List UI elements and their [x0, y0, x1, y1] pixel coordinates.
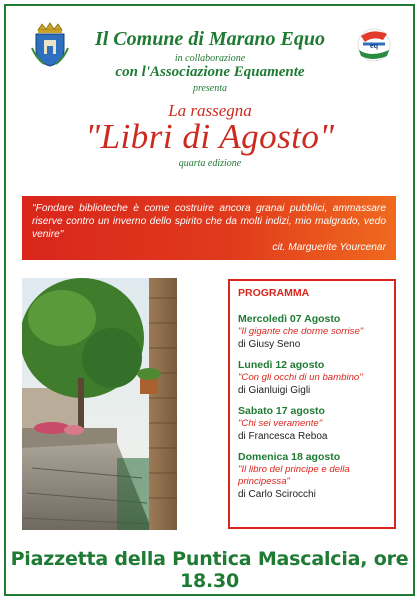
- comune-title: Il Comune di Marano Equo: [94, 28, 326, 50]
- street-photo: [22, 278, 177, 530]
- event-author: di Francesca Reboa: [238, 431, 328, 442]
- venue-time: Piazzetta della Puntica Mascalcia, ore 18.30: [10, 548, 409, 592]
- event-date: Mercoledì 07 Agosto: [238, 313, 341, 325]
- program-box: [228, 279, 396, 529]
- quote-banner: [22, 196, 396, 260]
- program-event: [238, 451, 386, 501]
- event-date: Domenica 18 agosto: [238, 451, 341, 463]
- association-name: con l'Associazione Equamente: [115, 64, 305, 80]
- event-date: Sabato 17 agosto: [238, 405, 325, 417]
- program-event: [238, 405, 386, 443]
- municipal-crest-icon: [30, 20, 70, 68]
- event-book-title: "Il gigante che dorme sorrise": [238, 326, 364, 337]
- event-book-title: "Chi sei veramente": [238, 418, 323, 429]
- program-event: [238, 359, 386, 397]
- quote-citation: cit. Marguerite Yourcenar: [272, 242, 386, 253]
- equamente-logo-icon: [353, 26, 395, 64]
- event-book-title: "Con gli occhi di un bambino": [238, 372, 363, 383]
- program-title: PROGRAMMA: [238, 287, 310, 299]
- event-author: di Carlo Scirocchi: [238, 489, 316, 500]
- svg-text:eq: eq: [369, 43, 379, 50]
- presenta-text: presenta: [192, 83, 228, 94]
- event-author: di Gianluigi Gigli: [238, 385, 311, 396]
- rassegna-label: La rassegna: [168, 101, 252, 120]
- event-date: Lunedì 12 agosto: [238, 359, 325, 371]
- program-event: [238, 313, 386, 351]
- edition-text: quarta edizione: [178, 158, 242, 169]
- collaboration-text: in collaborazione: [174, 53, 246, 64]
- event-title: "Libri di Agosto": [85, 117, 335, 156]
- quote-text: "Fondare biblioteche è come costruire ancora granai pubblici, ammassare riserve contro un inverno dello spirito che da molti indizi, mio malgrado, vedo venire": [32, 203, 386, 240]
- event-book-title: "Il libro del principe e della principessa": [238, 464, 350, 487]
- event-author: di Giusy Seno: [238, 339, 301, 350]
